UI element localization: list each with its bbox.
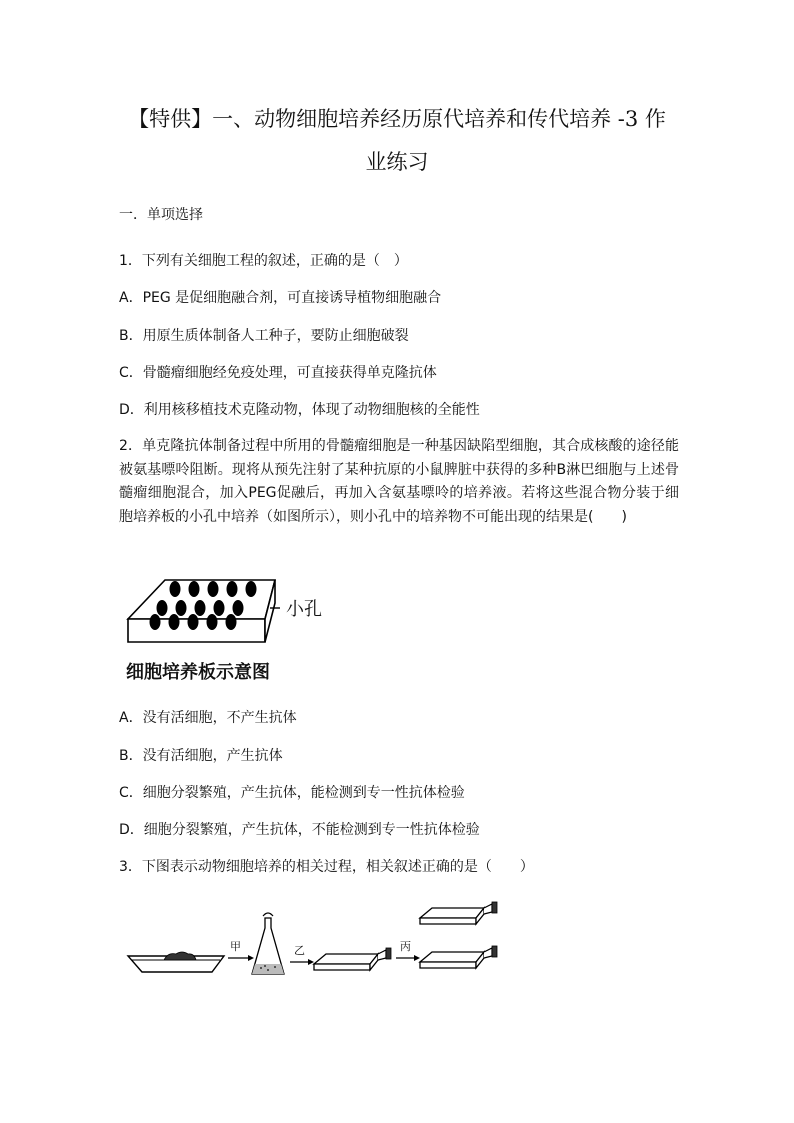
question-2-option-c: C．细胞分裂繁殖，产生抗体，能检测到专一性抗体检验 xyxy=(119,785,465,801)
question-1-option-d: D．利用核移植技术克隆动物，体现了动物细胞核的全能性 xyxy=(119,402,480,418)
plate-caption: 细胞培养板示意图 xyxy=(126,662,270,683)
arrow-label-bing: 丙 xyxy=(400,940,411,953)
cell-culture-plate-figure xyxy=(120,578,450,688)
question-1-stem: 1．下列有关细胞工程的叙述，正确的是（ ） xyxy=(119,253,408,269)
well xyxy=(150,614,161,630)
culture-bottle-passage-2 xyxy=(420,946,497,968)
cell-culture-process-figure xyxy=(124,892,504,988)
question-2-stem: 2．单克隆抗体制备过程中所用的骨髓瘤细胞是一种基因缺陷型细胞，其合成核酸的途径能被氨基嘌呤阻断。现将从预先注射了某种抗原的小鼠脾脏中获得的多种B淋巴细胞与上述骨髓瘤细胞混合，加入PEG促融后，再加入含氨基嘌呤的培养液。若将这些混合物分装于细胞培养板的小孔中培养（如图所示），则小孔中的培养物不可能出现的结果是( ) xyxy=(119,438,679,525)
question-1-option-b: B．用原生质体制备人工种子，要防止细胞破裂 xyxy=(119,328,409,344)
well xyxy=(227,581,238,597)
arrow-label-jia: 甲 xyxy=(230,940,241,953)
document-title-line-1: 【特供】一、动物细胞培养经历原代培养和传代培养 -3 作 xyxy=(128,107,666,131)
hole-label: 小孔 xyxy=(286,599,322,620)
well xyxy=(207,614,218,630)
question-2-option-b: B．没有活细胞，产生抗体 xyxy=(119,748,283,764)
tissue-dish xyxy=(128,952,224,972)
culture-bottle-passage-1 xyxy=(420,902,497,924)
question-3-stem: 3．下图表示动物细胞培养的相关过程，相关叙述正确的是（ ） xyxy=(119,859,534,875)
well xyxy=(170,581,181,597)
culture-bottle-primary xyxy=(314,948,391,970)
well xyxy=(214,600,225,616)
question-1-option-a: A．PEG 是促细胞融合剂，可直接诱导植物细胞融合 xyxy=(119,290,442,306)
document-title-line-2: 业练习 xyxy=(365,150,429,174)
section-heading: 一．单项选择 xyxy=(119,207,203,223)
well xyxy=(226,614,237,630)
well xyxy=(208,581,219,597)
well xyxy=(189,581,200,597)
question-2-option-a: A．没有活细胞，不产生抗体 xyxy=(119,710,297,726)
question-2-option-d: D．细胞分裂繁殖，产生抗体，不能检测到专一性抗体检验 xyxy=(119,822,480,838)
well xyxy=(233,600,244,616)
arrow-label-yi: 乙 xyxy=(294,944,305,957)
well xyxy=(195,600,206,616)
well xyxy=(246,581,257,597)
well xyxy=(157,600,168,616)
well xyxy=(188,614,199,630)
question-1-option-c: C．骨髓瘤细胞经免疫处理，可直接获得单克隆抗体 xyxy=(119,365,437,381)
well xyxy=(169,614,180,630)
well xyxy=(176,600,187,616)
conical-flask xyxy=(252,913,284,974)
